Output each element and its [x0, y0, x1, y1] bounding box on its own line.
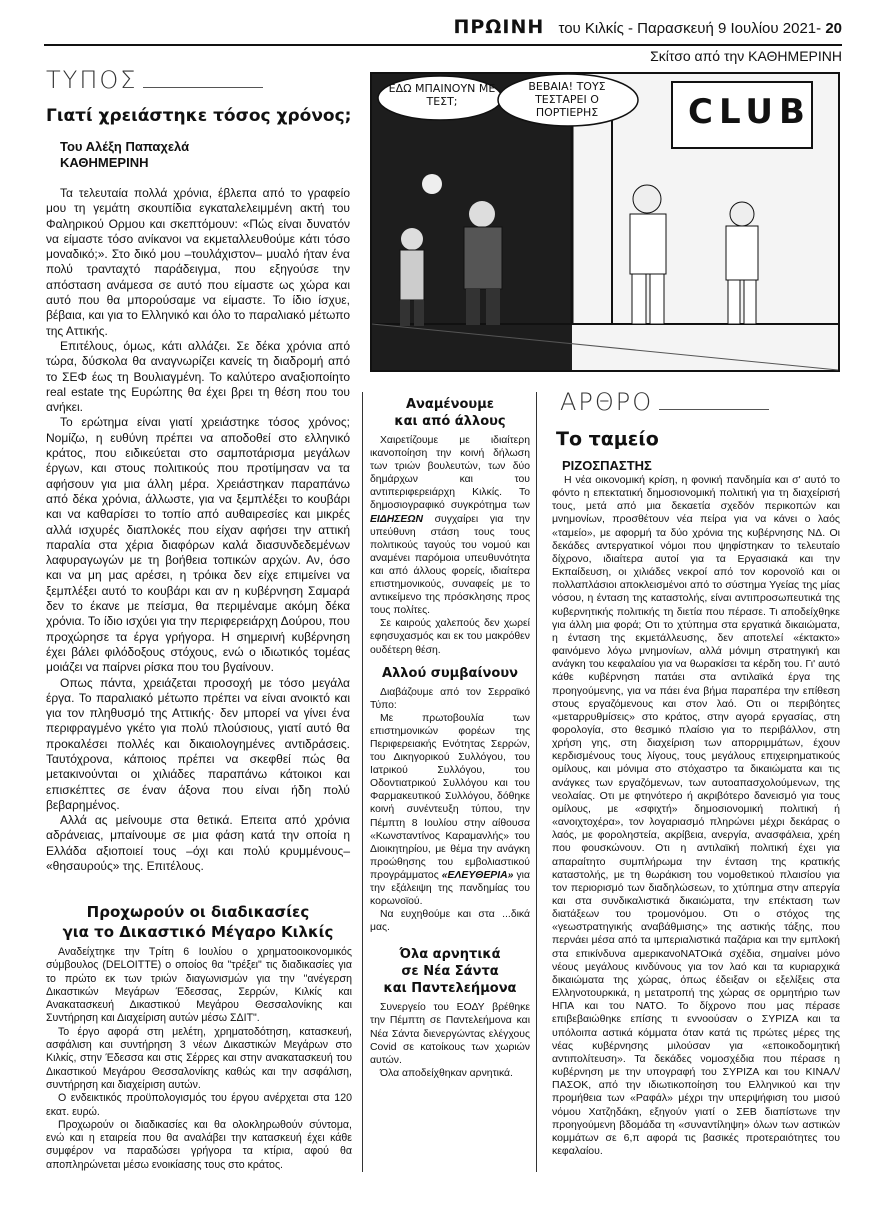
side-heading-2: Αλλού συμβαίνουν — [382, 665, 518, 681]
paragraph: Αλλά ας μείνουμε στα θετικά. Επειτα από χρόνια αδράνειας, μπαίνουμε σε μια φάση κατά την οποία η Ελλάδα αξιοποιεί τους –όχι και πολύ κρυμμένους– «θησαυρούς» της. Επιτέλους. — [46, 813, 350, 874]
sketch-credit: Σκίτσο από την ΚΑΘΗΜΕΡΙΝΗ — [650, 48, 842, 64]
article-title-court — [46, 902, 350, 942]
author: Του Αλέξη Παπαχελά — [60, 139, 190, 154]
source: ΚΑΘΗΜΕΡΙΝΗ — [60, 155, 149, 170]
issue-info: του Κιλκίς - Παρασκευή 9 Ιουλίου 2021- — [558, 20, 822, 37]
heading-line: Όλα αρνητικά — [399, 947, 501, 963]
paragraph: Προχωρούν οι διαδικασίες και θα ολοκληρωθούν σύντομα, ενώ και η εταιρεία που θα αναλάβει την κατασκευή έχει κάθε συμφέρον να παραδώσει γρήγορα τα κτίρια, αφού θα αποπληρώνεται μέσω ενοικίασης τους στο κράτος. — [46, 1118, 352, 1171]
text-emphasis: «ΕΛΕΥΘΕΡΙΑ» — [441, 869, 514, 881]
paragraph: Το ερώτημα είναι γιατί χρειάστηκε τόσος χρόνος; Νομίζω, η ευθύνη πρέπει να αποδοθεί στο ελληνικό κράτος, που ειδικεύεται στο σαμποτάρισμα μεγάλων έργων, και στους πολιτικούς που προτίμησαν να τα αφήσουν για μια άλλη μέρα. Χρειάστηκαν παραπάνω από δέκα χρόνια, άλλωστε, για να ξεμπλέξει το κουβάρι και να καθαρίσει το τοπίο από αυθαιρεσίες και μικρές αλλά ισχυρές διαπλοκές που είχαν αφήσει την αττική παραλία στα χέρια διαφόρων καλά διασυνδεδεμένων λαφυραγωγών με τη βοήθεια τοπικών αρχών. Αν, όσο και να μη μας αρέσει, η τρόικα δεν είχε επιμείνει να ξεμπλέξει αυτό το κουβάρι και αν η κυβέρνηση Σαμαρά δεν το έκανε με πείσμα, θα περιμέναμε ακόμη δέκα χρόνια. Το ίδιο ισχύει για την περιφερειάρχη Δούρου, που προχώρησε τα έργα γρήγορα. Η σημερινή κυβέρνηση έχει βάλει φιλόδοξους στόχους, ενώ ο ιδιωτικός τομέας μοιάζει να παίρνει ρίσκα που του βγαίνουν. — [46, 415, 350, 675]
paragraph: Ο ενδεικτικός προϋπολογισμός του έργου ανέρχεται στα 120 εκατ. ευρώ. — [46, 1092, 352, 1118]
page-number: 20 — [825, 20, 842, 37]
heading-line: Αναμένουμε — [405, 397, 495, 412]
text: για την εξάλειψη της πανδημίας του κορωνοϊού. — [370, 869, 530, 908]
paragraph: Αναδείχτηκε την Τρίτη 6 Ιουλίου ο χρηματοοικονομικός σύμβουλος (DELOITTE) ο οποίος θα "τρέξει" τις διαδικασίες για το πρώτο εκ των τριών διαγωνισμών για την "ανέγερση Δικαστικών Μεγάρων Έδεσσας, Σερρών, Κιλκίς και Ανακατασκευή Δικαστικού Μεγάρου Θεσσαλονίκης και Συντήρηση και Διαχείριση αυτών μέσω ΣΔΙΤ". — [46, 946, 352, 1025]
paragraph: Η νέα οικονομική κρίση, η φονική πανδημία και σ' αυτό το φόντο η επεκτατική δημοσιονομική πολιτική για τη διαχείρισή τους, μετά από μια δεκαετία σχεδόν περικοπών και μνημονίων, προσθέτουν νέα πείρα για να κάνει ο λαός «ταμείο», με αφορμή τα δύο χρόνια της κυβέρνησης ΝΔ. Οι δεκάδες αντεργατικοί νόμοι που ψηφίστηκαν το τελευταίο δίχρονο, ιδιαίτερα αυτοί για τα Εργασιακά και την Εκπαίδευση, οι χιλιάδες νεκροί από τον κορονοϊό και οι πολλαπλάσιοι αποκλεισμένοι από το σύστημα Υγείας της μίας νόσου, η ένταση της καταστολής, είναι αντιπροσωπευτικά της κυβερνητικής πολιτικής τη διετία που πέρασε. Τι αποδείχθηκε για άλλη μια φορά; Οτι το χτύπημα στα εργατικά δικαιώματα, η ένταση της εκμετάλλευσης, δεν αποτελεί «έκτακτο» φαινόμενο λόγω μνημονίων, αλλά μόνιμη στρατηγική και ανάγκη του κεφαλαίου για να θωρακίσει τα κέρδη του. Γι' αυτό κάθε κυβέρνηση πατάει στα αντιλαϊκά έργα της προηγούμενης, για να πάει ένα βήμα παραπέρα την επίθεση στους εργαζόμενους και στον λαό. Οτι οι περιβόητες «μεταρρυθμίσεις» στο κράτος, στην αγορά εργασίας, στη φορολογία, στο θεσμικό πλαίσιο για το περιβάλλον, στη χρήση γης, στη διαχείριση των απορριμμάτων, έχουν κερδισμένους τους λίγους, τους μεγάλους επιχειρηματικούς ομίλους, και μόνιμα στο στόχαστρο τα δικαιώματα και τις ανάγκες των εργαζόμενων, των αυτοαπασχολούμενων, της νεολαίας. Οτι με φτηνότερο ή ακριβότερο δανεισμό για τους ομίλους, με «σφιχτή» δημοσιονομική πολιτική ή «ανοιχτοχέρα», τον λογαριασμό πληρώνει μέχρι δεκάρας ο λαός, με φοροληστεία, ακρίβεια, ανεργία, ανασφάλεια, χρέη που φουσκώνουν. Οτι η αντιλαϊκή πολιτική έχει για απαραίτητο συμπλήρωμα την ένταση της κρατικής καταστολής, με τη θωράκιση του νομοθετικού πλαισίου για τον περιορισμό των διαδηλώσεων, το χτύπημα στην απεργία και στα συνδικαλιστικά δικαιώματα, την επέκταση των διατάξεων του τρομονόμου. Οτι ο στόχος της «γεωστρατηγικής αναβάθμισης» της αστικής τάξης, που περνάει μέσα από τα ιμπεριαλιστικά παζάρια και την εμπλοκή στα επικίνδυνα αμερικανοΝΑΤΟικά σχέδια, σημαίνει μόνο νέους μεγάλους κινδύνους για τον λαό και τα κυριαρχικά δικαιώματα της χώρας, όπως έδειξαν οι εξελίξεις στα Ελληνοτουρκικά, η μετατροπή της χώρας σε ορμητήριο των ΗΠΑ και του ΝΑΤΟ. Το δίχρονο που μας πέρασε επιβεβαιώθηκε επίσης τι εννοούσαν ο ΣΥΡΙΖΑ και τα υπόλοιπα αστικά κόμματα όταν κατά τις πρώτες μέρες της νέας κυβέρνησης μιλούσαν για «εποικοδομητική αντιπολίτευση». Τα δεκάδες νομοσχέδια που πέρασε η κυβέρνηση με την υπογραφή του ΣΥΡΙΖΑ και του ΚΙΝΑΛ/ΠΑΣΟΚ, από την ιδιωτικοποίηση του Ελληνικού και την προμήθεια των «Ραφάλ» μέχρι την υπερψήφιση του μισού νόμου Χατζηδάκη, εξηγούν γιατί ο ΣΕΒ διαπίστωνε την προηγούμενη βδομάδα τη «συναντίληψη» όλων των αστικών κομμάτων σε 6,π αφορά τις βασικές προτεραιότητες του κεφαλαίου. — [552, 474, 840, 1157]
side-heading-1 — [370, 396, 530, 430]
speech-bubble-left: ΕΔΩ ΜΠΑΙΝΟΥΝ ΜΕ ΤΕΣΤ; — [388, 82, 496, 108]
paragraph: Σε καιρούς χαλεπούς δεν χωρεί εφησυχασμός και εκ του μακρόθεν ουδέτερη θέση. — [370, 618, 530, 656]
text: συγχαίρει για την υπεύθυνη στάση τους τους πολιτικούς ταγούς του νομού και αναμένει παρόμοια υπευθυνότητα και από άλλους φορείς, ιδιαίτερα επιστημονικούς, συναφείς με το αντικείμενο της πρόσκλησης προς τους πολίτες. — [370, 513, 531, 617]
text: Με πρωτοβουλία των επιστημονικών φορέων της Περιφερειακής Ενότητας Σερρών, του Δικηγορικού Συλλόγου, του Ιατρικού Συλλόγου, του Οδοντιατρικού Συλλόγου και του Φαρμακευτικού Συλλόγου, δόθηκε κοινή συνέντευξη τύπου, την Πέμπτη 8 Ιουλίου στην αίθουσα «Κωνσταντίνος Καραμανλής» του Διοικητηρίου, με θέμα την ανάγκη προώθησης του εμβολιαστικού προγράμματος — [370, 712, 530, 881]
heading-line: και από άλλους — [394, 414, 506, 429]
title-line: για το Δικαστικό Μέγαρο Κιλκίς — [62, 923, 334, 941]
article-title-typos: Γιατί χρειάστηκε τόσος χρόνος; — [46, 106, 352, 126]
section-label-text: ΑΡΘΡΟ — [560, 388, 654, 416]
column-divider — [536, 392, 537, 1172]
section-label-text: ΤΥΠΟΣ — [46, 66, 138, 94]
cartoon — [370, 72, 840, 372]
paragraph: Να ευχηθούμε και στα ...δικά μας. — [370, 909, 530, 934]
column-divider — [362, 392, 363, 1172]
title-line: Προχωρούν οι διαδικασίες — [86, 903, 310, 921]
article-body-arthro — [552, 474, 840, 1164]
paragraph: Επιτέλους, όμως, κάτι αλλάζει. Σε δέκα χρόνια από τώρα, δύσκολα θα αναγνωρίζει κανείς τη διαδρομή από το ΣΕΦ έως τη Βουλιαγμένη. Το καλύτερο αναξιοποίητο real estate της Ευρώπης θα έχει βρει τη θέση που του ανήκει. — [46, 338, 350, 415]
paragraph: Τα τελευταία πολλά χρόνια, έβλεπα από το γραφείο μου τη γεμάτη σκουπίδια εγκαταλελειμμένη ακτή του Φαληρικού Ορμου και σκεπτόμουν: «Πώς είναι δυνατόν να είμαστε τόσο ανίκανοι να εκμεταλλευθούμε κάτι τόσο μοναδικό;». Στο δικό μου –τουλάχιστον– μυαλό ήταν ένα πολύ τρανταχτό παράδειγμα, που εξηγούσε την απόσταση ανάμεσα σε αυτό που είμαστε ως χώρα και αυτό που θα μπορούσαμε να είμαστε. Το ίδιο ίσχυε, βέβαια, και για το Ελληνικό και όλο το παραλιακό μέτωπο της Αττικής. — [46, 186, 350, 338]
text: Χαιρετίζουμε με ιδιαίτερη ικανοποίηση την κοινή δήλωση των τριών βουλευτών, των δύο δημάρχων και του αντιπεριφερειάρχη Κιλκίς. Το δημοσιογραφικό συγκρότημα των — [370, 435, 530, 512]
article-body-typos — [46, 186, 350, 874]
side-text-2 — [370, 686, 530, 935]
article-source: ΡΙΖΟΣΠΑΣΤΗΣ — [562, 458, 652, 473]
club-sign: CLUB — [688, 92, 811, 132]
paragraph: Το έργο αφορά στη μελέτη, χρηματοδότηση, κατασκευή, ασφάλιση και συντήρηση 3 νέων Δικαστικών Μεγάρων στο Κιλκίς, στην Έδεσσα και στις Σέρρες και στην ανακατασκευή του Δικαστικού Μεγάρου Θεσσαλονίκης καθώς και την ασφάλιση, συντήρηση και διαχείριση αυτών. — [46, 1025, 352, 1091]
side-text-3 — [370, 1001, 530, 1080]
side-column — [370, 396, 530, 1080]
paragraph: Όλα αποδείχθηκαν αρνητικά. — [380, 1067, 513, 1079]
newspaper-brand: ΠΡΩΙΝΗ — [453, 16, 545, 38]
text-emphasis: ΕΙΔΗΣΕΩΝ — [370, 513, 423, 525]
paragraph: Συνεργείο του ΕΟΔΥ βρέθηκε την Πέμπτη σε Παντελεήμονα και Νέα Σάντα διενεργώντας ελέγχους Covid σε κατοίκους των χωριών αυτών. — [370, 1002, 530, 1066]
section-label-arthro — [560, 388, 769, 416]
article-title-arthro: Το ταμείο — [556, 428, 659, 450]
section-label-typos — [46, 66, 263, 94]
masthead — [44, 14, 842, 46]
masthead-line — [453, 16, 842, 38]
side-text-1 — [370, 434, 530, 657]
speech-bubble-right: ΒΕΒΑΙΑ! ΤΟΥΣ ΤΕΣΤΑΡΕΙ Ο ΠΟΡΤΙΕΡΗΣ — [528, 80, 606, 119]
heading-line: σε Νέα Σάντα — [401, 964, 499, 980]
paragraph: Οπως πάντα, χρειάζεται προσοχή με τόσο μεγάλα έργα. Το παραλιακό μέτωπο πρέπει να είναι ανοικτό και για τον πληθυσμό της Αττικής· δεν μπορεί να γίνει ένα περιφραγμένο γκέτο για πολύ πλούσιους, γιατί αυτό θα προκαλέσει πολλές και δικαιολογημένες αντιδράσεις. Ταυτόχρονα, κάποιος πρέπει να σκεφθεί πώς θα μετακινούνται οι χιλιάδες παραπάνω κάτοικοι και επισκέπτες σε έναν άξονα που είναι ήδη πολύ βεβαρημένος. — [46, 675, 350, 812]
article-byline — [60, 139, 189, 171]
paragraph: Διαβάζουμε από τον Σερραϊκό Τύπο: — [370, 686, 530, 711]
article-body-court — [46, 946, 352, 1171]
side-heading-3 — [370, 946, 530, 997]
heading-line: και Παντελεήμονα — [383, 981, 517, 997]
